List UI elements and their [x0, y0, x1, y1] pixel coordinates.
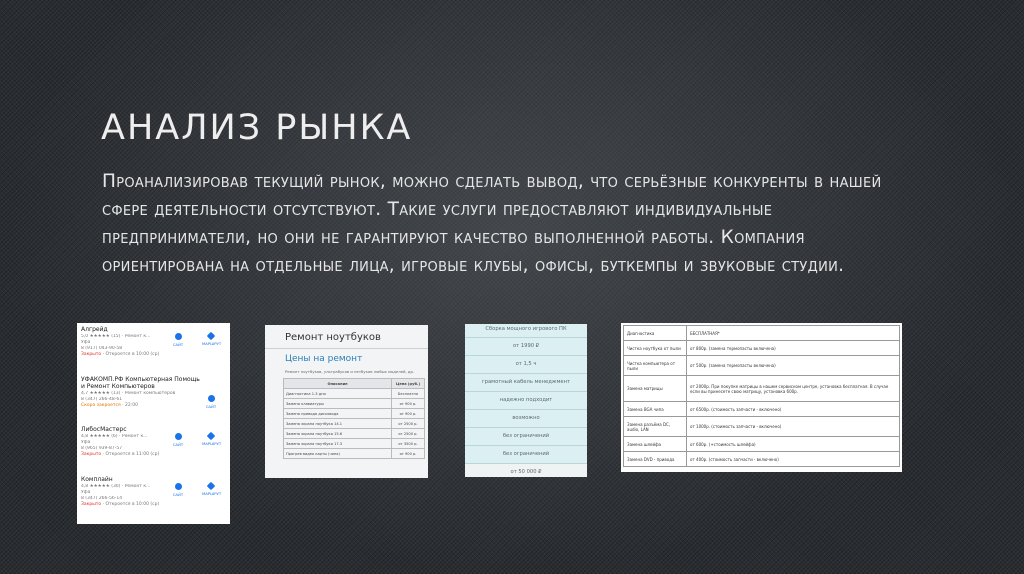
service-name-cell: Диагностика	[624, 326, 687, 341]
competitors-map-listings-screenshot	[77, 323, 230, 524]
column-header-price: Цена (руб.)	[392, 379, 425, 389]
table-row	[284, 439, 425, 449]
service-cell: Замена экрана ноутбука 17.3	[284, 439, 392, 449]
route-button[interactable]: МАРШРУТ	[202, 433, 220, 446]
business-phone: 8 (347) 266-56-14	[81, 496, 123, 501]
directions-icon	[207, 332, 215, 340]
business-city: Уфа	[81, 490, 91, 495]
service-cell: Замена экрана ноутбука 14.1	[284, 419, 392, 429]
service-cell: Диагностика 1-3 дня	[284, 389, 392, 399]
table-row	[284, 419, 425, 429]
price-column-cell: от 1,5 ч	[465, 356, 587, 374]
business-hours: Закрыто · Откроется в 11:00 (ср)	[81, 452, 160, 457]
business-rating: 4,8 ★★★★★ (30) · Ремонт к...	[81, 484, 151, 489]
service-value-cell: от 800р. (замена термопасты включена)	[687, 341, 900, 356]
price-column-cell: возможно	[465, 410, 587, 428]
list-item	[77, 423, 230, 473]
price-cell: от 3500 р.	[392, 439, 425, 449]
service-name-cell: Замена разъёма DC, audio, LAN	[624, 417, 687, 437]
laptop-prices-intro: Ремонт ноутбуков, ультрабуков и нетбуков любых моделей, др.	[285, 369, 415, 374]
service-cell: Замена клавиатуры	[284, 399, 392, 409]
price-cell: от 900 р.	[392, 449, 425, 459]
list-item	[77, 473, 230, 523]
laptop-repair-prices-screenshot	[265, 325, 428, 478]
business-city: Уфа	[81, 440, 91, 445]
price-column-cell: надежно подходит	[465, 392, 587, 410]
list-item	[77, 323, 230, 373]
table-row	[284, 399, 425, 409]
price-cell: от 2500 р.	[392, 429, 425, 439]
table-row	[624, 452, 900, 467]
business-rating: 4,7 ★★★★★ (13) · Ремонт компьютеров	[81, 391, 176, 396]
service-name-cell: Замена BGA чипа	[624, 402, 687, 417]
globe-icon	[175, 333, 182, 340]
business-name: Комплайн	[81, 476, 113, 483]
table-row	[624, 402, 900, 417]
service-name-cell: Замена шлейфа	[624, 437, 687, 452]
globe-icon	[208, 395, 215, 402]
price-cell: Бесплатно	[392, 389, 425, 399]
laptop-prices-title: Ремонт ноутбуков	[285, 332, 381, 343]
business-city: Уфа	[81, 340, 91, 345]
price-column-cell: грамотный кабель менеджмент	[465, 374, 587, 392]
slide-title: АНАЛИЗ РЫНКА	[101, 108, 413, 148]
business-phone: 8 (347) 266-48-61	[81, 397, 123, 402]
business-name: ЛибосМастерс	[81, 426, 127, 433]
service-value-cell: от 600р. (+стоимость шлейфа)	[687, 437, 900, 452]
route-button[interactable]: МАРШРУТ	[202, 333, 220, 346]
slide-body-text: Проанализировав текущий рынок, можно сделать вывод, что серьёзные конкуренты в нашей сфере деятельности отсутствуют. Такие услуги предоставляют индивидуальные предприниматели, но они не гарантируют качество выполненной работы. Компания ориентирована на отдельные лица, игровые клубы, офисы, буткемпы и звуковые студии.	[102, 171, 882, 276]
service-value-cell: от 500р. (замена термопасты включена)	[687, 356, 900, 376]
service-cell: Замена экрана ноутбука 15.6	[284, 429, 392, 439]
price-column-cell: от 1990 ₽	[465, 338, 587, 356]
business-hours: Закрыто · Откроется в 10:00 (ср)	[81, 352, 160, 357]
business-name: Алгрейд	[81, 326, 108, 333]
list-item	[77, 373, 230, 423]
business-phone: 8 (965) 939-87-57	[81, 446, 123, 451]
business-rating: 4,8 ★★★★★ (6) · Ремонт к...	[81, 434, 148, 439]
table-row	[284, 389, 425, 399]
gaming-pc-build-prices-screenshot	[465, 324, 587, 477]
divider	[265, 348, 428, 349]
table-header-row	[284, 379, 425, 389]
site-button[interactable]: САЙТ	[202, 395, 220, 409]
table-row	[284, 449, 425, 459]
table-row	[624, 356, 900, 376]
table-row	[624, 341, 900, 356]
site-button[interactable]: САЙТ	[169, 483, 187, 497]
table-row	[284, 409, 425, 419]
service-prices-table	[623, 325, 900, 467]
price-column-cell: без ограничений	[465, 446, 587, 464]
laptop-prices-subtitle: Цены на ремонт	[285, 354, 363, 364]
route-button[interactable]: МАРШРУТ	[202, 483, 220, 496]
column-header-service: Описание	[284, 379, 392, 389]
price-column-cell: от 50 000 ₽	[465, 464, 587, 477]
table-row	[624, 376, 900, 402]
service-value-cell: от 2000р. При покупке матрицы в нашем сервисном центре, установка бесплатная. В случае если вы принесете свою матрицу, установка 600р.	[687, 376, 900, 402]
business-hours: Скоро закроется · 22:00	[81, 403, 138, 408]
globe-icon	[175, 433, 182, 440]
table-row	[624, 417, 900, 437]
site-button[interactable]: САЙТ	[169, 333, 187, 347]
business-phone: 8 (917) 043-90-58	[81, 346, 123, 351]
service-prices-table-screenshot	[621, 323, 902, 472]
service-name-cell: Замена матрицы	[624, 376, 687, 402]
price-cell: от 2500 р.	[392, 419, 425, 429]
business-rating: 5,0 ★★★★★ (15) · Ремонт к...	[81, 334, 151, 339]
price-cell: от 900 р.	[392, 399, 425, 409]
service-cell: Замена привода дисковода	[284, 409, 392, 419]
business-name: УФАКОМП.РФ Компьютерная Помощь и Ремонт Компьютеров	[81, 376, 200, 390]
price-cell: от 900 р.	[392, 409, 425, 419]
price-column-cell: Сборка мощного игрового ПК	[465, 324, 587, 338]
laptop-prices-table	[283, 378, 425, 459]
directions-icon	[207, 432, 215, 440]
service-value-cell: от 1000р. (стоимость запчасти - включено)	[687, 417, 900, 437]
service-value-cell: от 400р. (стоимость запчасти - включено)	[687, 452, 900, 467]
site-button[interactable]: САЙТ	[169, 433, 187, 447]
table-row	[284, 429, 425, 439]
service-name-cell: Чистка компьютера от пыли	[624, 356, 687, 376]
business-hours: Закрыто · Откроется в 10:00 (ср)	[81, 502, 160, 507]
globe-icon	[175, 483, 182, 490]
directions-icon	[207, 482, 215, 490]
service-name-cell: Замена DVD - привода	[624, 452, 687, 467]
service-cell: Прогрев видео карты (чипа)	[284, 449, 392, 459]
service-value-cell: БЕСПЛАТНАЯ*	[687, 326, 900, 341]
service-name-cell: Чистка ноутбука от пыли	[624, 341, 687, 356]
table-row	[624, 437, 900, 452]
price-column-cell: без ограничений	[465, 428, 587, 446]
table-row	[624, 326, 900, 341]
service-value-cell: от 6500р. (стоимость запчасти - включено)	[687, 402, 900, 417]
